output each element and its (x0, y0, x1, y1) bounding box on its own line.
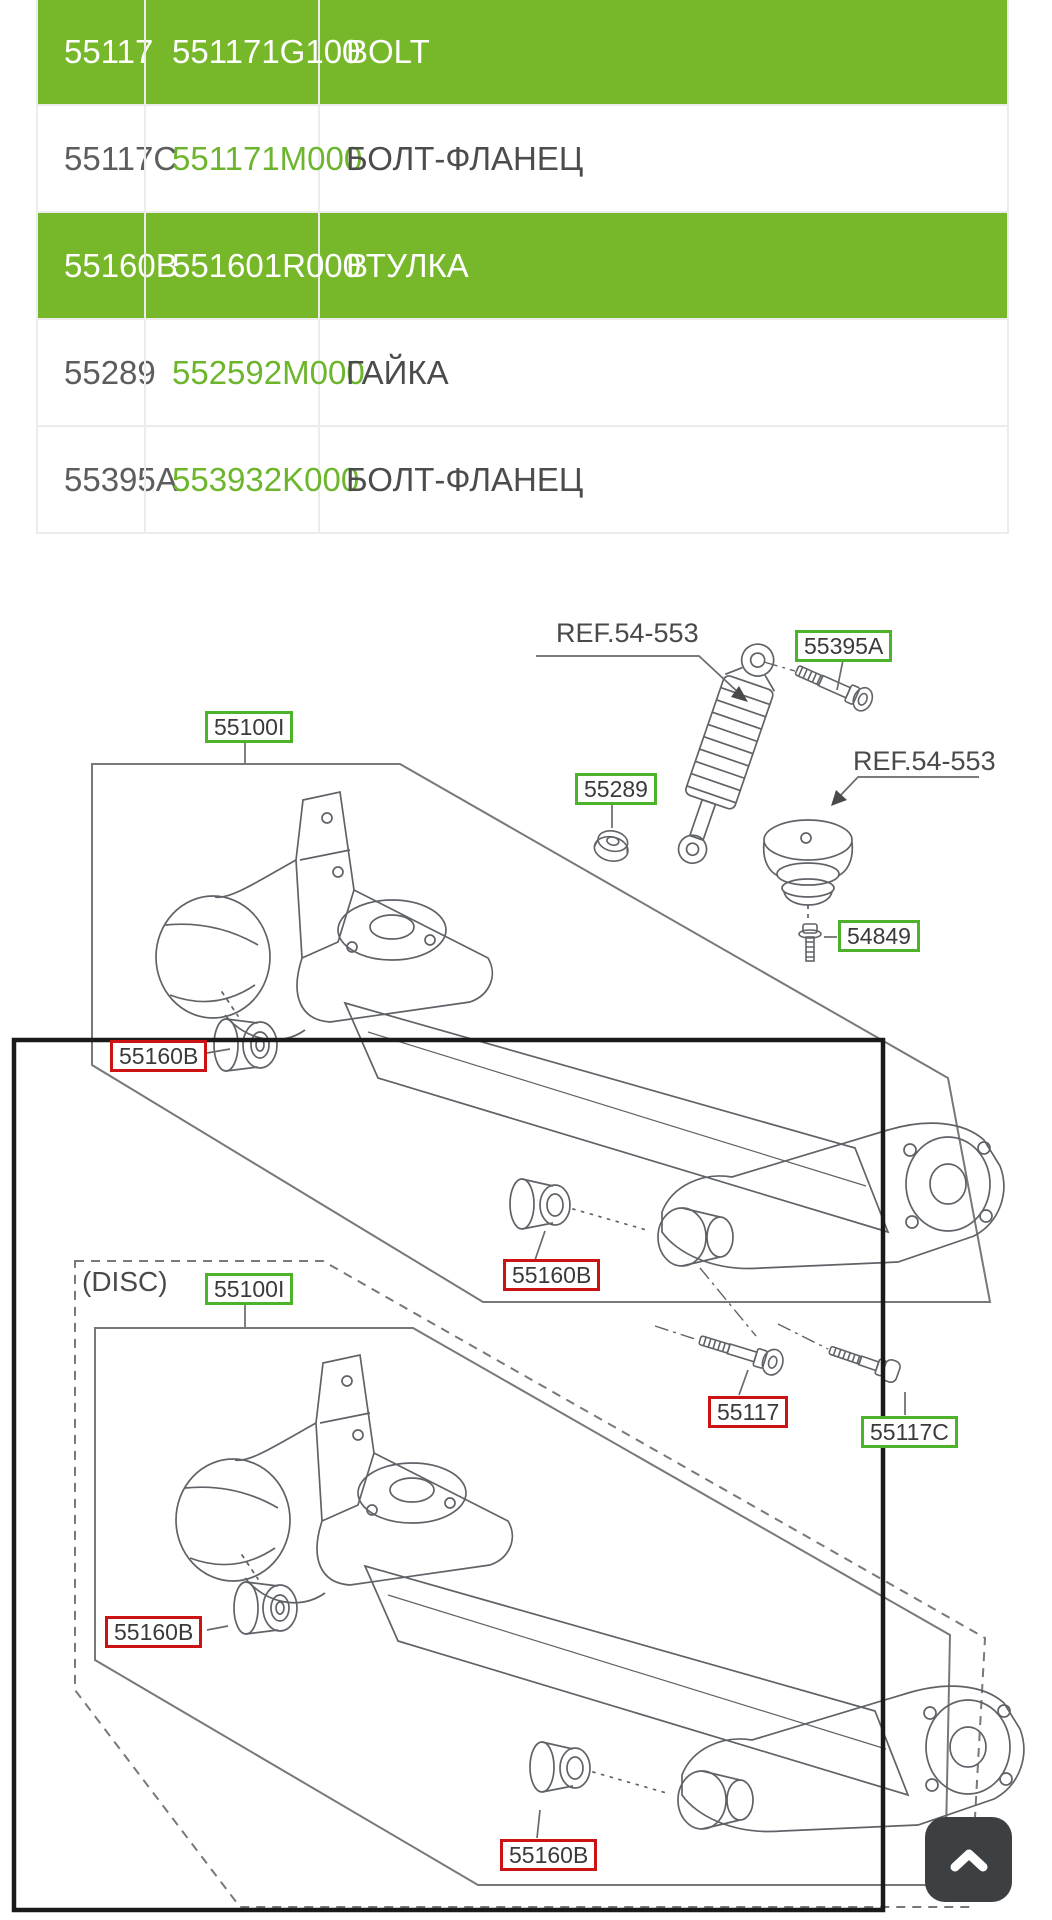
part-code: 55117C (64, 139, 178, 177)
part-name: ВТУЛКА (346, 246, 469, 284)
part-name: БОЛТ-ФЛАНЕЦ (346, 139, 584, 177)
lower-assembly-outline (95, 1328, 950, 1885)
part-label-54849[interactable]: 54849 (838, 920, 920, 952)
part-name: ГАЙКА (346, 353, 449, 391)
bump-stop-drawing (764, 820, 853, 922)
part-name: БОЛТ-ФЛАНЕЦ (346, 460, 584, 498)
axle-assembly-upper (156, 792, 1004, 1269)
ref-label-bumpstop: REF.54-553 (853, 746, 996, 776)
part-label-55117c[interactable]: 55117C (861, 1416, 958, 1448)
nut-55289-drawing (592, 828, 631, 864)
part-label-55160b-lower-left[interactable]: 55160B (105, 1616, 202, 1648)
bolt-54849-drawing (799, 924, 821, 961)
ref-label-shock: REF.54-553 (556, 618, 699, 648)
disc-variant-label: (DISC) (82, 1266, 168, 1297)
part-code: 55395A (64, 460, 178, 498)
part-label-55117[interactable]: 55117 (708, 1396, 788, 1428)
part-label-55100i-bottom[interactable]: 55100I (205, 1273, 293, 1305)
part-number-link[interactable]: 552592M000 (144, 320, 320, 425)
shock-absorber-drawing (663, 637, 787, 871)
part-label-55160b-bottom[interactable]: 55160B (500, 1839, 597, 1871)
scroll-to-top-button[interactable] (925, 1817, 1012, 1902)
part-number-link[interactable]: 551171G100 (144, 0, 320, 104)
part-code: 55289 (64, 353, 156, 391)
bolt-55395a-drawing (792, 659, 876, 714)
chevron-up-icon (947, 1846, 991, 1874)
part-label-55160b-upper-left[interactable]: 55160B (110, 1040, 207, 1072)
part-label-55395a[interactable]: 55395A (795, 630, 892, 662)
bolt-55117-drawing (696, 1328, 786, 1378)
leader-lines (207, 656, 979, 1838)
part-code: 55160B (64, 246, 178, 284)
part-number-link[interactable]: 551171M000 (144, 106, 320, 211)
part-name: BOLT (346, 33, 430, 70)
part-number-link[interactable]: 551601R000 (144, 213, 320, 318)
part-label-55100i-top[interactable]: 55100I (205, 711, 293, 743)
part-code: 55117 (64, 33, 154, 70)
part-number-link[interactable]: 553932K000 (144, 427, 320, 532)
part-label-55160b-mid[interactable]: 55160B (503, 1259, 600, 1291)
bolt-55117c-drawing (826, 1340, 901, 1384)
part-label-55289[interactable]: 55289 (575, 773, 657, 805)
